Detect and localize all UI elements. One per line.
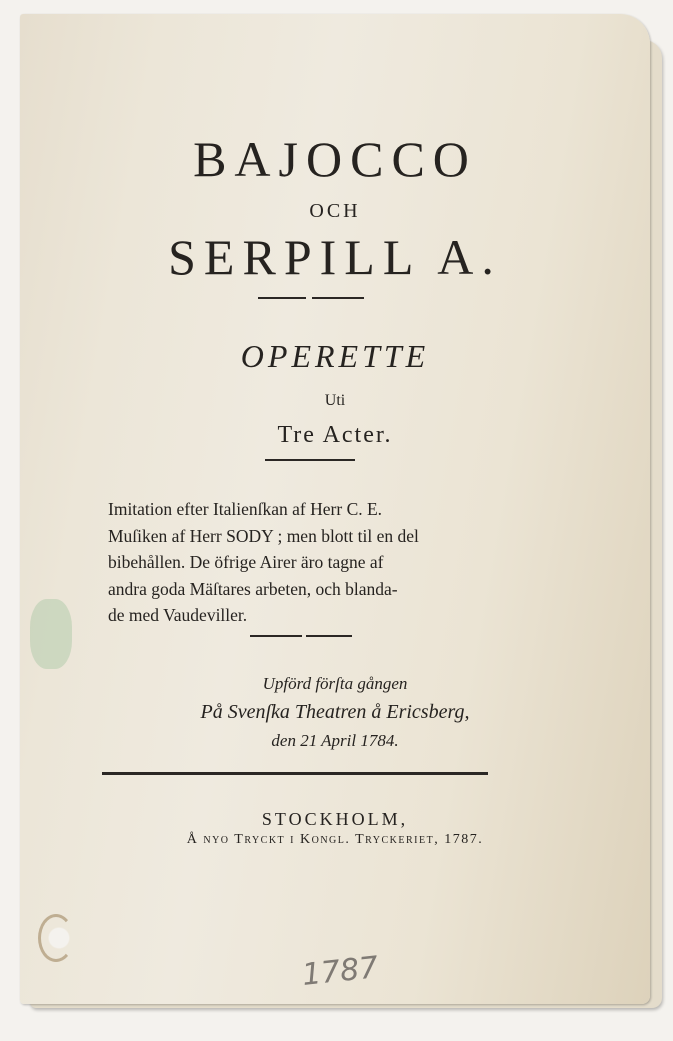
genre-preposition: Uti	[324, 392, 346, 409]
green-stain	[30, 599, 72, 669]
rule-1a	[258, 297, 306, 299]
title-conjunction: OCH	[309, 200, 361, 222]
acts-label: Tre Acter.	[277, 422, 393, 448]
rule-3b	[306, 635, 352, 637]
credits-line: Imitation efter Italienſkan af Herr C. E.	[108, 499, 383, 519]
worm-hole	[38, 914, 74, 962]
imprint-city: STOCKHOLM,	[261, 809, 409, 829]
credits-line: bibehållen. De öfrige Airer äro tagne af	[108, 552, 384, 572]
title-page	[20, 14, 650, 1004]
performance-line-2: På Svenſka Theatren å Ericsberg,	[200, 701, 470, 723]
imprint-printer: Å nyo Tryckt i Kongl. Tryckeriet, 1787.	[186, 832, 484, 847]
rule-3a	[250, 635, 302, 637]
performance-line-3: den 21 April 1784.	[271, 731, 399, 750]
credits-paragraph	[108, 496, 508, 629]
rule-4	[102, 772, 488, 775]
performance-line-1: Upförd förſta gången	[262, 674, 408, 693]
credits-line: andra goda Mäſtares arbeten, och blanda-	[108, 578, 398, 599]
credits-line: Muſiken af Herr SODY ; men blott til en del	[108, 525, 419, 546]
title-line-1: BAJOCCO	[193, 131, 477, 187]
genre-label: OPERETTE	[240, 338, 430, 374]
rule-1b	[312, 297, 364, 299]
rule-2	[265, 459, 355, 461]
pencil-annotation: 1787	[300, 950, 380, 993]
title-line-2: SERPILL A.	[168, 229, 502, 285]
credits-line: de med Vaudeviller.	[108, 605, 248, 625]
